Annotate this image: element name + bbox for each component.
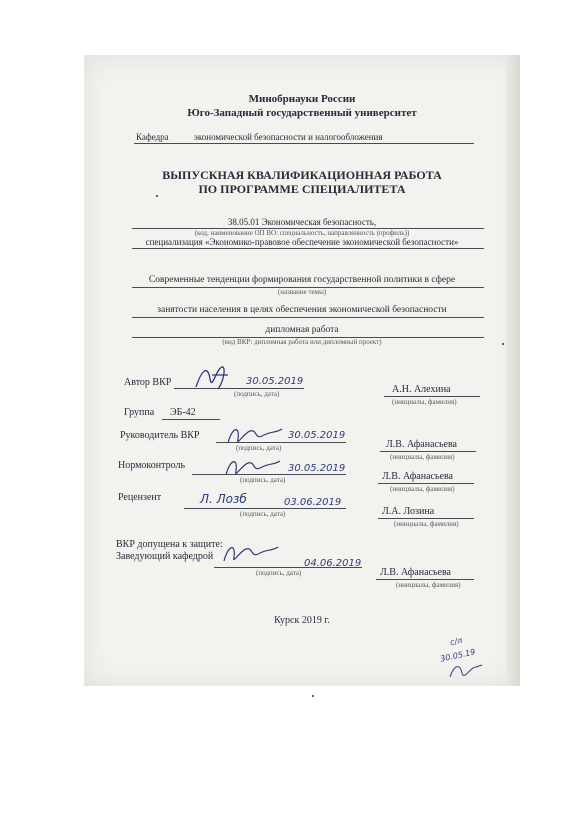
supervisor-sign-caption: (подпись, дата) [236,444,282,452]
reviewer-sign-line [184,508,346,509]
city-year: Курск 2019 г. [274,615,330,626]
head-of-department-label: Заведующий кафедрой [116,551,214,562]
topic-caption: (название темы) [277,288,327,296]
stray-mark [312,695,314,697]
document-photo [84,55,520,686]
reviewer-signature: Л. Лозб [200,492,247,506]
norm-control-name-caption: (инициалы, фамилия) [390,485,455,493]
department-underline [134,143,474,144]
author-sign-line [174,388,304,389]
university-name: Юго-Западный государственный университет [187,107,417,119]
topic-line1: Современные тенденции формирования государственной политики в сфере [148,275,456,285]
program-code: 38.05.01 Экономическая безопасность, [227,217,377,227]
supervisor-name-caption: (инициалы, фамилия) [390,453,455,461]
reviewer-date: 03.06.2019 [284,497,342,508]
work-type-caption: (вид ВКР: дипломная работа или дипломный проект) [222,338,382,346]
head-of-department-date: 04.06.2019 [304,558,362,569]
stray-mark [156,195,158,197]
head-of-department-sign-line [214,567,362,568]
head-of-department-sign-caption: (подпись, дата) [256,569,302,577]
norm-control-name-line [378,483,474,484]
norm-control-name: Л.В. Афанасьева [382,471,453,482]
reviewer-name: Л.А. Лозина [382,506,435,517]
reviewer-label: Рецензент [118,492,162,503]
group-value: ЭБ-42 [170,407,196,418]
ministry-name: Минобрнауки России [248,93,356,105]
topic-line2: занятости населения в целях обеспечения экономической безопасности [157,305,447,315]
department-label: Кафедра [136,132,169,142]
group-underline [162,419,220,420]
document-title-line1: ВЫПУСКНАЯ КВАЛИФИКАЦИОННАЯ РАБОТА [162,168,442,182]
supervisor-sign-line [216,442,346,443]
head-of-department-name-caption: (инициалы, фамилия) [396,581,461,589]
supervisor-name: Л.В. Афанасьева [386,439,457,450]
work-type: дипломная работа [265,325,339,335]
margin-note-signature [446,659,486,683]
reviewer-sign-caption: (подпись, дата) [240,510,286,518]
paper-edge [506,55,520,686]
admission-line1: ВКР допущена к защите: [116,539,223,550]
margin-note-line2: 30.05.19 [439,647,477,664]
head-of-department-name-line [376,579,474,580]
head-of-department-signature [220,541,280,567]
author-signature [192,361,232,395]
document-title-line2: ПО ПРОГРАММЕ СПЕЦИАЛИТЕТА [198,182,406,196]
department-name: экономической безопасности и налогообложения [194,132,383,142]
norm-control-date: 30.05.2019 [288,463,346,474]
reviewer-name-caption: (инициалы, фамилия) [394,520,459,528]
author-name-line [384,396,480,397]
topic-underline2 [132,317,484,318]
norm-control-sign-line [192,474,346,475]
margin-note-line1: с/л [449,635,464,648]
author-name: А.Н. Алехина [392,384,451,395]
author-name-caption: (инициалы, фамилия) [392,398,457,406]
group-label: Группа [124,407,155,418]
supervisor-name-line [380,451,476,452]
program-caption: (код, наименование ОП ВО: специальность, направленность (профиль)) [194,229,410,237]
norm-control-label: Нормоконтроль [118,460,186,471]
norm-control-sign-caption: (подпись, дата) [240,476,286,484]
supervisor-date: 30.05.2019 [288,430,346,441]
supervisor-label: Руководитель ВКР [120,430,200,441]
author-date: 30.05.2019 [246,376,304,387]
author-label: Автор ВКР [124,377,172,388]
reviewer-name-line [378,518,474,519]
specialization: специализация «Экономико-правовое обеспечение экономической безопасности» [145,237,459,247]
author-sign-caption: (подпись, дата) [234,390,280,398]
stray-mark [502,343,504,345]
specialization-underline [132,248,484,249]
head-of-department-name: Л.В. Афанасьева [380,567,451,578]
